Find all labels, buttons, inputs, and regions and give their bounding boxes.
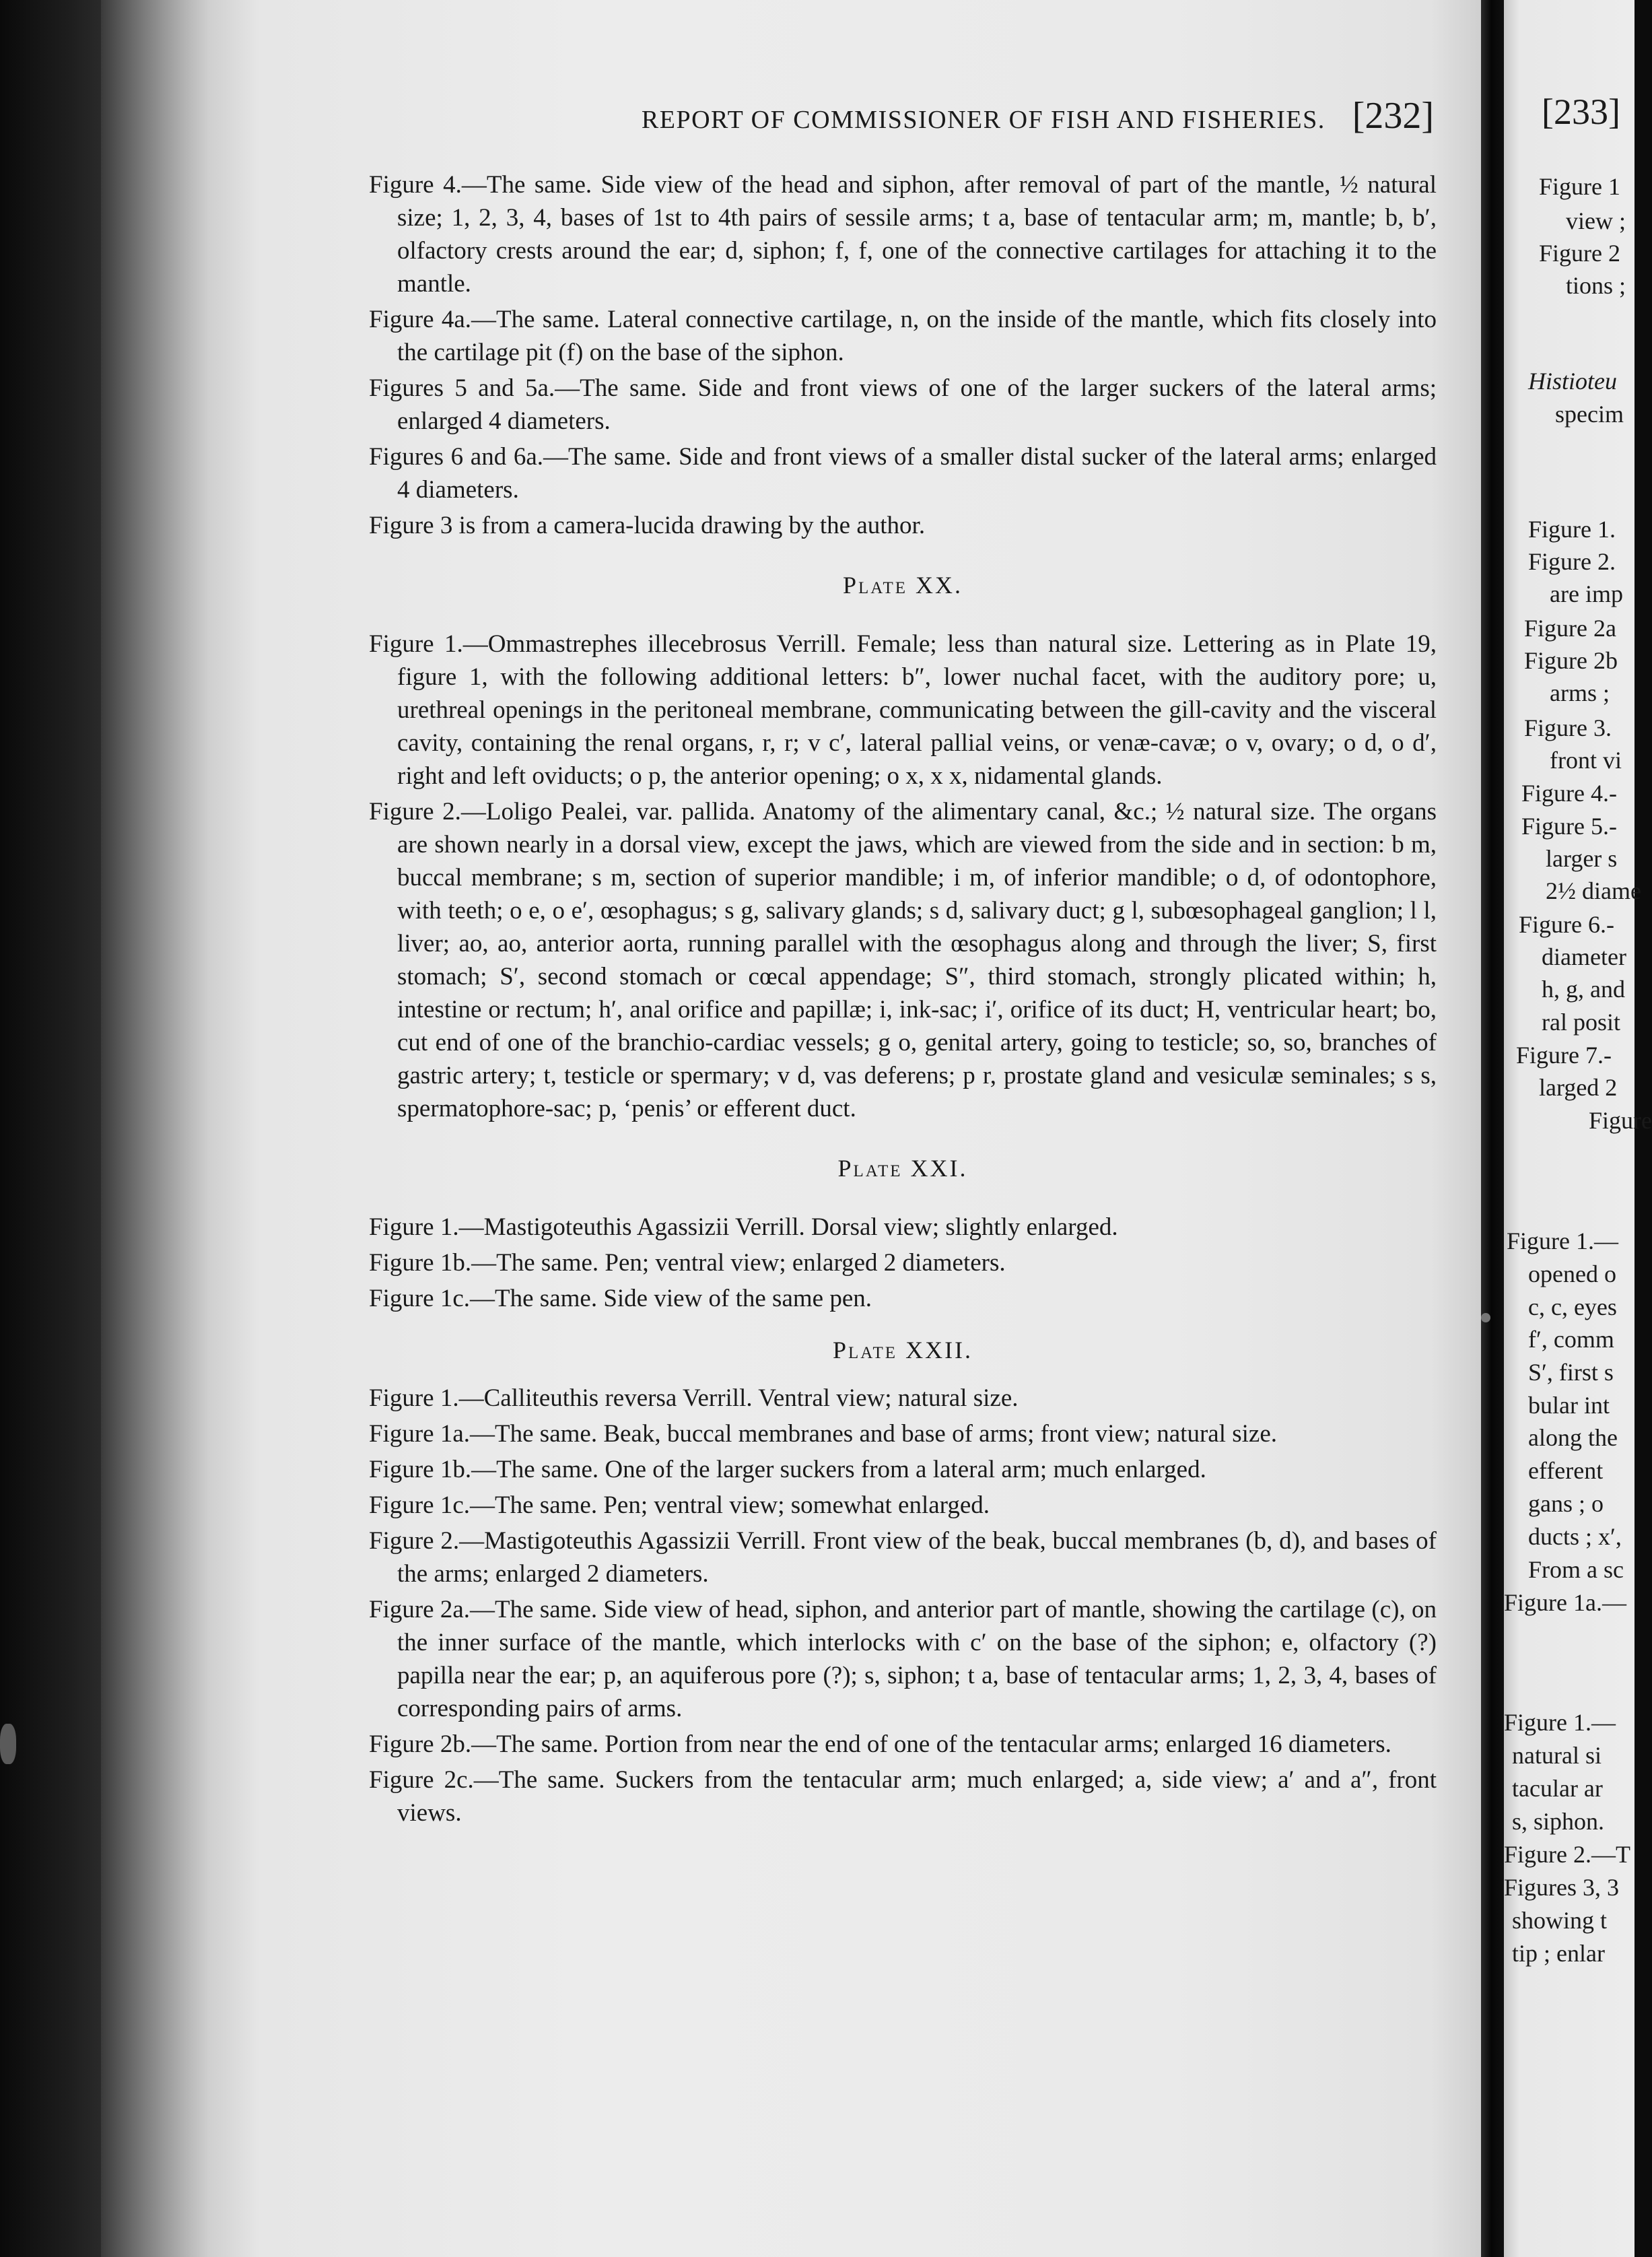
right-page-line: Figure 7.- xyxy=(1516,1042,1612,1069)
figure-entry: Figure 1c.—The same. Pen; ventral view; somewhat enlarged. xyxy=(369,1491,990,1519)
right-page-line: s, siphon. xyxy=(1512,1808,1605,1835)
right-page-line: efferent xyxy=(1528,1457,1604,1484)
right-page-line: Figure 2.—T xyxy=(1504,1841,1630,1868)
right-page-line: Figure 6.- xyxy=(1519,911,1614,938)
right-page-line: f′, comm xyxy=(1528,1326,1614,1353)
figure-entry: Figure 1.—Ommastrephes illecebrosus Verrill. Female; less than natural size. Lettering as in Plate 19, figure 1, with the following additional letters: b″, lower nuchal facet, with the auditory pore; u, urethreal openings in the peritoneal membrane, communicating between the gill-cavity and the visceral cavity, containing the renal organs, r, r; v c′, lateral pallial veins, or venæ-cavæ; o v, ovary; o d, o d′, right and left oviducts; o p, the anterior opening; o x, x x, nidamental glands. xyxy=(369,630,1437,790)
right-page-line: tip ; enlar xyxy=(1512,1940,1605,1967)
right-page-line: diameter xyxy=(1542,943,1626,970)
book-spine-shadow xyxy=(0,0,101,2257)
right-page-line: c, c, eyes xyxy=(1528,1293,1617,1320)
right-page-line: h, g, and xyxy=(1542,976,1625,1003)
figure-entry: Figure 2b.—The same. Portion from near the end of one of the tentacular arms; enlarged 16 diameters. xyxy=(369,1730,1391,1758)
figure-entry: Figure 1c.—The same. Side view of the same pen. xyxy=(369,1285,872,1312)
right-page-line: natural si xyxy=(1512,1742,1602,1769)
right-page-line: Figure 2 xyxy=(1539,240,1620,267)
drawing-note: Figure 3 is from a camera-lucida drawing by the author. xyxy=(369,512,926,539)
figure-entry: Figure 2c.—The same. Suckers from the tentacular arm; much enlarged; a, side view; a′ and a″, front views. xyxy=(369,1766,1437,1827)
figure-entry: Figure 1a.—The same. Beak, buccal membranes and base of arms; front view; natural size. xyxy=(369,1420,1278,1448)
right-page-line: along the xyxy=(1528,1424,1618,1451)
page-edge-tear xyxy=(0,1724,16,1764)
right-page-line: 2½ diame xyxy=(1546,877,1641,904)
right-page-line: opened o xyxy=(1528,1260,1616,1287)
running-head-title: REPORT OF COMMISSIONER OF FISH AND FISHERIES. xyxy=(641,106,1326,134)
figure-entry: Figure 2.—Mastigoteuthis Agassizii Verrill. Front view of the beak, buccal membranes (b, d), and bases of the arms; enlarged 2 diameters. xyxy=(369,1527,1437,1588)
right-page-line: Figure 2a xyxy=(1524,615,1616,642)
right-page-line: are imp xyxy=(1550,580,1623,607)
right-page-line: Figure 2. xyxy=(1528,548,1616,575)
running-head xyxy=(498,94,1434,137)
plate-heading: Plate XX. xyxy=(842,572,963,599)
page-number: [232] xyxy=(1352,95,1434,137)
right-page-line: arms ; xyxy=(1550,679,1610,706)
right-page-line: specim xyxy=(1555,401,1624,428)
plate-heading: Plate XXII. xyxy=(832,1337,973,1363)
figure-entry: Figure 1.—Calliteuthis reversa Verrill. Ventral view; natural size. xyxy=(369,1384,1019,1412)
right-page-line: Figure 1.— xyxy=(1504,1709,1616,1736)
figure-entry: Figure 1.—Mastigoteuthis Agassizii Verrill. Dorsal view; slightly enlarged. xyxy=(369,1213,1118,1241)
paper-speck xyxy=(1481,1313,1490,1322)
right-page-line: Figure 3. xyxy=(1524,714,1612,741)
right-page-line: bular int xyxy=(1528,1392,1610,1419)
figure-entry: Figure 2.—Loligo Pealei, var. pallida. Anatomy of the alimentary canal, &c.; ½ natural size. The organs are shown nearly in a dorsal view, except the jaws, which are viewed from the side and in section: b m, buccal membrane; s m, section of superior mandible; i m, of inferior mandible; o d, of odontophore, with teeth; o e, o e′, œsophagus; s g, salivary glands; s d, salivary duct; g l, subœsophageal ganglion; l l, liver; ao, ao, anterior aorta, running parallel with the œsophagus along and through the liver; S, first stomach; S′, second stomach or cœcal appendage; S″, third stomach, strongly plicated within; h, intestine or rectum; h′, anal orifice and papillæ; i, ink-sac; i′, orifice of its duct; H, ventricular heart; bo, cut end of one of the branchio-cardiac vessels; g o, genital artery, going to testicle; so, so, branches of gastric artery; t, testicle or spermary; v d, vas deferens; p r, prostate gland and vesiculæ seminales; s s, spermatophore-sac; p, ‘penis’ or efferent duct. xyxy=(369,798,1437,1122)
right-page-line: ducts ; x′, xyxy=(1528,1523,1622,1550)
right-page-number: [233] xyxy=(1542,92,1620,132)
right-page-line: tions ; xyxy=(1566,272,1626,299)
figure-entry: Figure 1b.—The same. Pen; ventral view; enlarged 2 diameters. xyxy=(369,1249,1006,1277)
right-page xyxy=(1504,0,1652,2257)
center-fold xyxy=(1481,0,1504,2257)
right-page-line: larged 2 xyxy=(1539,1074,1618,1101)
right-page-line: Histioteu xyxy=(1528,368,1617,395)
right-page-line: Figure xyxy=(1589,1107,1652,1134)
figure-entry: Figure 1b.—The same. One of the larger suckers from a lateral arm; much enlarged. xyxy=(369,1456,1206,1483)
right-page-line: Figure 1a.— xyxy=(1504,1589,1626,1616)
figure-entry: Figure 4.—The same. Side view of the head and siphon, after removal of part of the mantle, ½ natural size; 1, 2, 3, 4, bases of 1st to 4th pairs of sessile arms; t a, base of tentacular arm; m, mantle; b, b′, olfactory crests around the ear; d, siphon; f, f, one of the connective cartilages for attaching it to the mantle. xyxy=(369,171,1437,298)
right-page-line: Figure 1.— xyxy=(1507,1227,1618,1254)
figure-entry: Figures 5 and 5a.—The same. Side and front views of one of the larger suckers of the lateral arms; enlarged 4 diameters. xyxy=(369,374,1437,435)
figure-entry: Figures 6 and 6a.—The same. Side and front views of a smaller distal sucker of the lateral arms; enlarged 4 diameters. xyxy=(369,443,1437,504)
right-page-line: Figures 3, 3 xyxy=(1504,1874,1619,1901)
figure-entry: Figure 2a.—The same. Side view of head, siphon, and anterior part of mantle, showing the cartilage (c), on the inner surface of the mantle, which interlocks with c′ on the base of the siphon; e, olfactory (?) papilla near the ear; p, an aquiferous pore (?); s, siphon; t a, base of tentacular arms; 1, 2, 3, 4, bases of corresponding pairs of arms. xyxy=(369,1596,1437,1722)
right-page-line: Figure 5.- xyxy=(1521,813,1617,840)
right-page-line: ral posit xyxy=(1542,1009,1620,1036)
right-page-line: tacular ar xyxy=(1512,1775,1603,1802)
plate-heading: Plate XXI. xyxy=(837,1155,968,1182)
right-page-line: Figure 2b xyxy=(1524,647,1618,674)
right-page-line: gans ; o xyxy=(1528,1490,1604,1517)
page-gutter-shadow xyxy=(101,0,209,2257)
right-page-line: showing t xyxy=(1512,1907,1608,1934)
figure-entry: Figure 4a.—The same. Lateral connective cartilage, n, on the inside of the mantle, which fits closely into the cartilage pit (f) on the base of the siphon. xyxy=(369,306,1437,366)
right-page-line: Figure 1 xyxy=(1539,173,1620,200)
right-page-line: larger s xyxy=(1546,845,1618,872)
right-page-line: From a sc xyxy=(1528,1556,1624,1583)
right-page-line: S′, first s xyxy=(1528,1359,1614,1386)
right-page-line: Figure 4.- xyxy=(1521,780,1617,807)
right-page-line: view ; xyxy=(1566,207,1626,234)
right-page-line: Figure 1. xyxy=(1528,516,1616,543)
right-page-line: front vi xyxy=(1550,747,1622,774)
page-body xyxy=(369,168,1437,1832)
